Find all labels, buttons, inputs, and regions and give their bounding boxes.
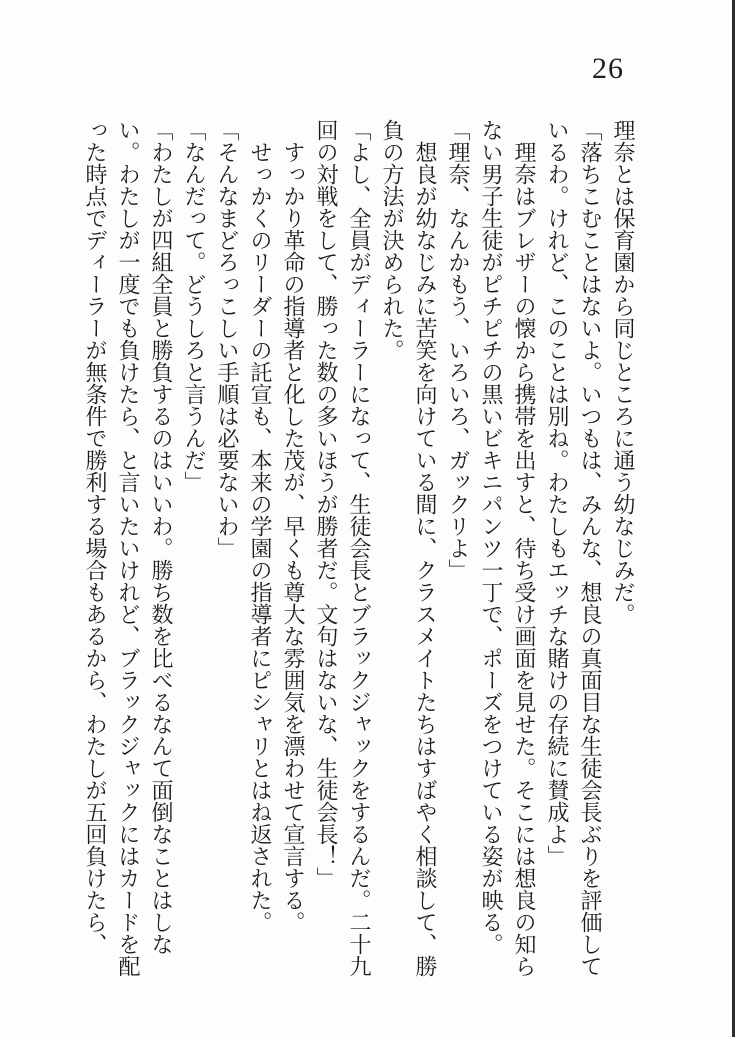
paragraph: 「わたしが四組全員と勝負するのはいいわ。勝ち数を比べるなんて面倒なことはしない。わたしが一度でも負けたら、と言いたいけれど、ブラックジャックにはカードを配った時点でディーラーが無条件で勝利する場合もあるから、わたしが五回負けたら、 (83, 119, 174, 977)
paragraph: すっかり革命の指導者と化した茂が、早くも尊大な雰囲気を漂わせて宣言する。 (281, 141, 306, 933)
paragraph: 「そんなまどろっこしい手順は必要ないわ」 (215, 119, 240, 559)
paragraph: 理奈とは保育園から同じところに通う幼なじみだ。 (611, 119, 636, 625)
paragraph: せっかくのリーダーの託宣も、本来の学園の指導者にピシャリとはね返された。 (248, 141, 273, 933)
paragraph: 「理奈、なんかもう、いろいろ、ガックリよ」 (446, 119, 471, 581)
paragraph: 想良が幼なじみに苦笑を向けている間に、クラスメイトたちはすばやく相談して、勝負の方法が決められた。 (380, 119, 438, 977)
page-number: 26 (592, 52, 624, 85)
body-text (79, 119, 640, 978)
paragraph: 「なんだって。どうしろと言うんだ」 (182, 119, 207, 493)
paragraph: 「落ちこむことはないよ。いつもは、みんな、想良の真面目な生徒会長ぶりを評価しているわ。けれど、このことは別ね。わたしもエッチな賭けの存続に賛成よ」 (545, 119, 603, 977)
paragraph: 理奈はブレザーの懐から携帯を出すと、待ち受け画面を見せた。そこには想良の知らない男子生徒がピチピチの黒いビキニパンツ一丁で、ポーズをつけている姿が映る。 (479, 119, 537, 977)
page-edge-line (732, 0, 735, 1037)
paragraph: 「よし、全員がディーラーになって、生徒会長とブラックジャックをするんだ。二十九回の対戦をして、勝った数の多いほうが勝者だ。文句はないな、生徒会長！」 (314, 119, 372, 977)
